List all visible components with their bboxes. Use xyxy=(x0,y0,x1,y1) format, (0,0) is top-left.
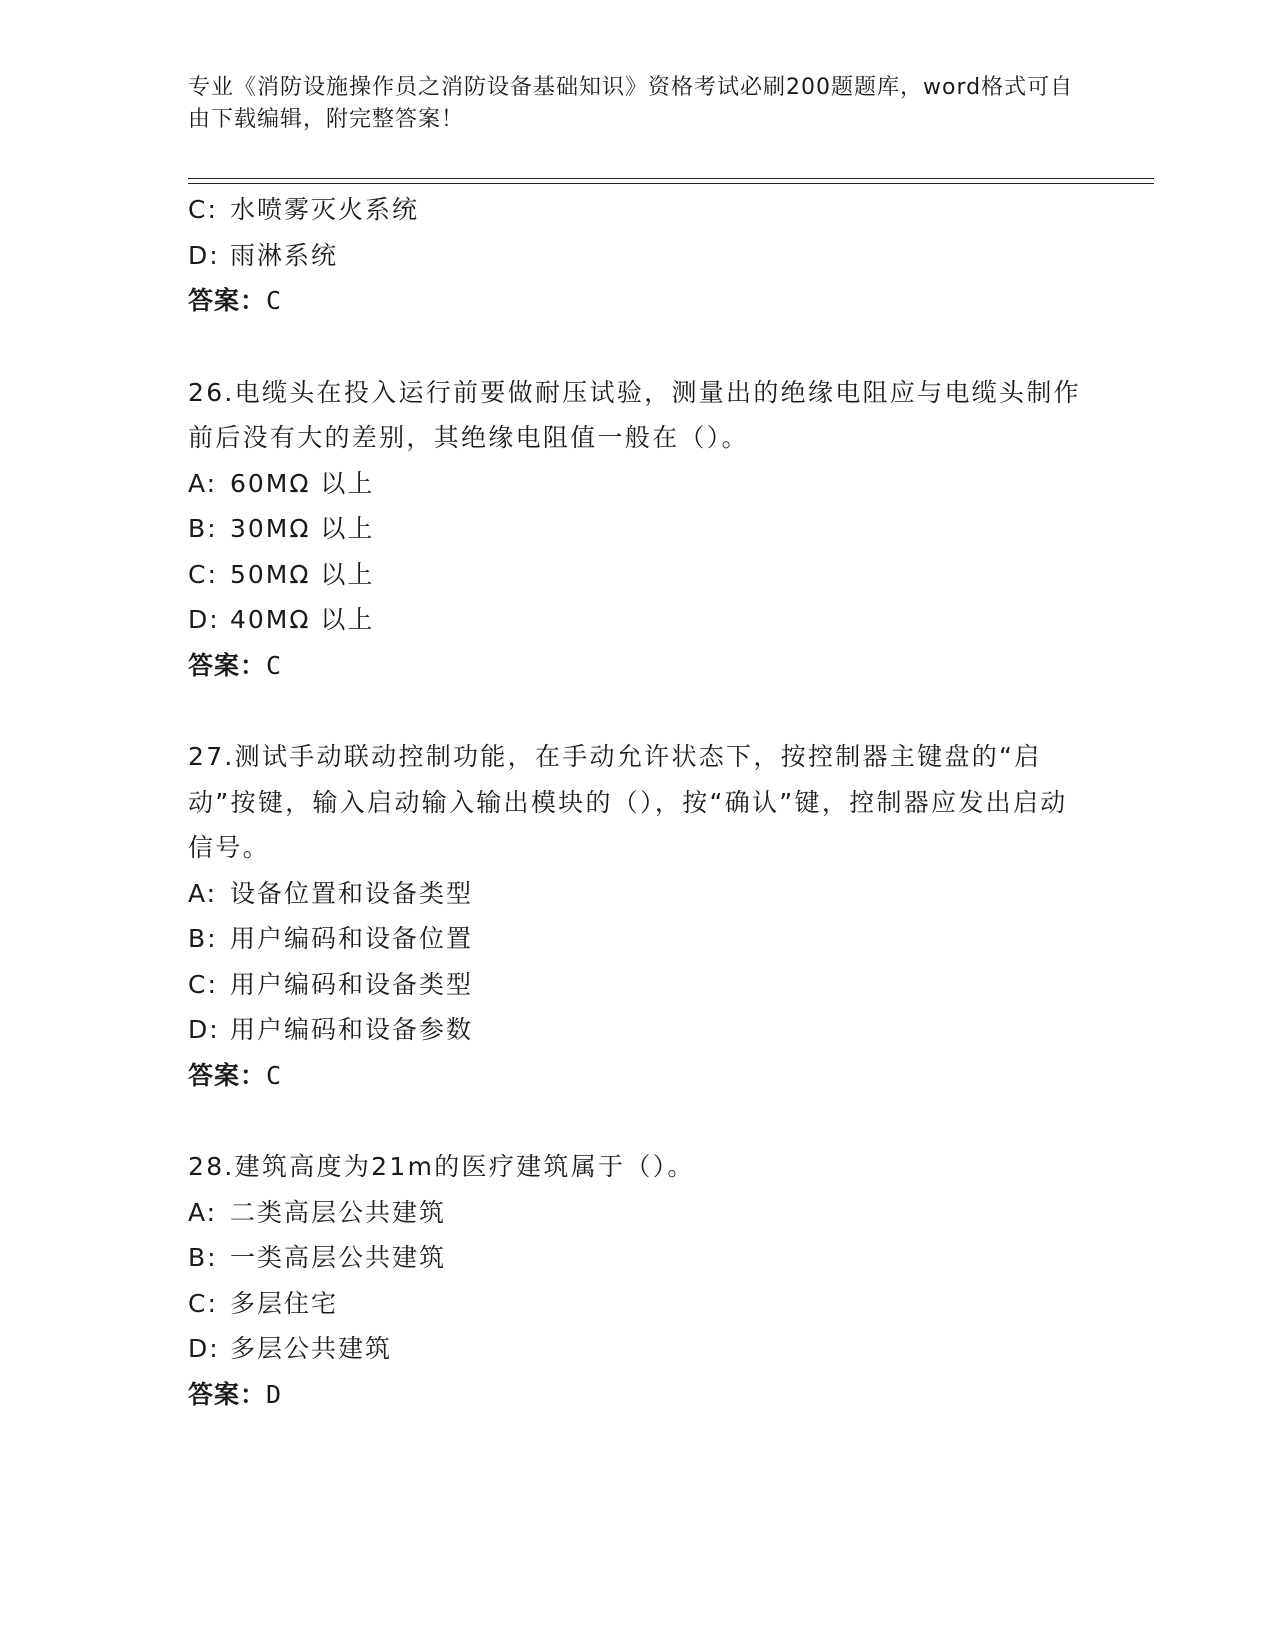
option-d xyxy=(188,233,1088,279)
option-letter: B: xyxy=(188,1243,218,1272)
answer-value: C xyxy=(266,650,283,680)
option-text: 雨淋系统 xyxy=(230,240,339,270)
option-text: 二类高层公共建筑 xyxy=(230,1197,447,1227)
answer-value: C xyxy=(266,1060,283,1090)
answer-line xyxy=(188,1053,1088,1099)
question-content xyxy=(188,187,1088,1417)
answer-label: 答案： xyxy=(188,286,267,315)
option-a xyxy=(188,871,1088,917)
option-text: 40MΩ 以上 xyxy=(230,605,375,634)
option-letter: A: xyxy=(188,1197,218,1227)
option-letter: D: xyxy=(188,605,220,634)
question-stem: 27.测试手动联动控制功能，在手动允许状态下，按控制器主键盘的“启动”按键，输入启动输入输出模块的（），按“确认”键，控制器应发出启动信号。 xyxy=(188,742,1068,862)
option-text: 用户编码和设备位置 xyxy=(230,924,474,953)
option-text: 30MΩ 以上 xyxy=(230,514,375,543)
option-text: 60MΩ 以上 xyxy=(230,468,375,498)
option-text: 多层住宅 xyxy=(230,1288,339,1318)
option-d xyxy=(188,1326,1088,1372)
option-text: 用户编码和设备类型 xyxy=(230,969,474,999)
option-text: 用户编码和设备参数 xyxy=(230,1015,474,1044)
option-letter: C: xyxy=(188,559,218,589)
option-text: 50MΩ 以上 xyxy=(230,559,375,589)
answer-label: 答案： xyxy=(188,1379,267,1409)
answer-line xyxy=(188,1372,1088,1418)
option-c xyxy=(188,187,1088,233)
option-d xyxy=(188,597,1088,643)
option-d xyxy=(188,1007,1088,1053)
answer-value: C xyxy=(266,286,283,315)
header-rule-bottom xyxy=(188,183,1154,184)
option-letter: C: xyxy=(188,969,218,999)
option-letter: A: xyxy=(188,468,218,498)
option-text: 多层公共建筑 xyxy=(230,1334,393,1363)
page-header: 专业《消防设施操作员之消防设备基础知识》资格考试必刷200题题库，word格式可自由下载编辑，附完整答案！ xyxy=(188,75,1074,132)
answer-label: 答案： xyxy=(188,650,267,680)
option-b xyxy=(188,506,1088,552)
question-stem: 28.建筑高度为21m的医疗建筑属于（）。 xyxy=(188,1152,695,1181)
option-letter: D: xyxy=(188,240,220,270)
option-letter: D: xyxy=(188,1334,220,1363)
option-letter: B: xyxy=(188,924,218,953)
question-stem: 26.电缆头在投入运行前要做耐压试验，测量出的绝缘电阻应与电缆头制作前后没有大的差别，其绝缘电阻值一般在（）。 xyxy=(188,377,1081,452)
answer-label: 答案： xyxy=(188,1060,267,1090)
option-a xyxy=(188,1190,1088,1236)
option-letter: A: xyxy=(188,878,218,908)
option-b xyxy=(188,916,1088,962)
option-a xyxy=(188,461,1088,507)
option-text: 设备位置和设备类型 xyxy=(230,878,474,908)
option-text: 一类高层公共建筑 xyxy=(230,1243,447,1272)
answer-line xyxy=(188,643,1088,689)
option-c xyxy=(188,552,1088,598)
option-b xyxy=(188,1235,1088,1281)
option-text: 水喷雾灭火系统 xyxy=(230,195,420,224)
question-27 xyxy=(188,734,1088,1098)
answer-line xyxy=(188,278,1088,324)
option-c xyxy=(188,1281,1088,1327)
question-26 xyxy=(188,370,1088,689)
question-28 xyxy=(188,1144,1088,1417)
answer-value: D xyxy=(266,1379,283,1409)
question-25-tail xyxy=(188,187,1088,324)
option-letter: C: xyxy=(188,195,218,224)
option-letter: B: xyxy=(188,514,218,543)
header-rule-top xyxy=(188,178,1154,179)
option-letter: D: xyxy=(188,1015,220,1044)
option-c xyxy=(188,962,1088,1008)
option-letter: C: xyxy=(188,1288,218,1318)
